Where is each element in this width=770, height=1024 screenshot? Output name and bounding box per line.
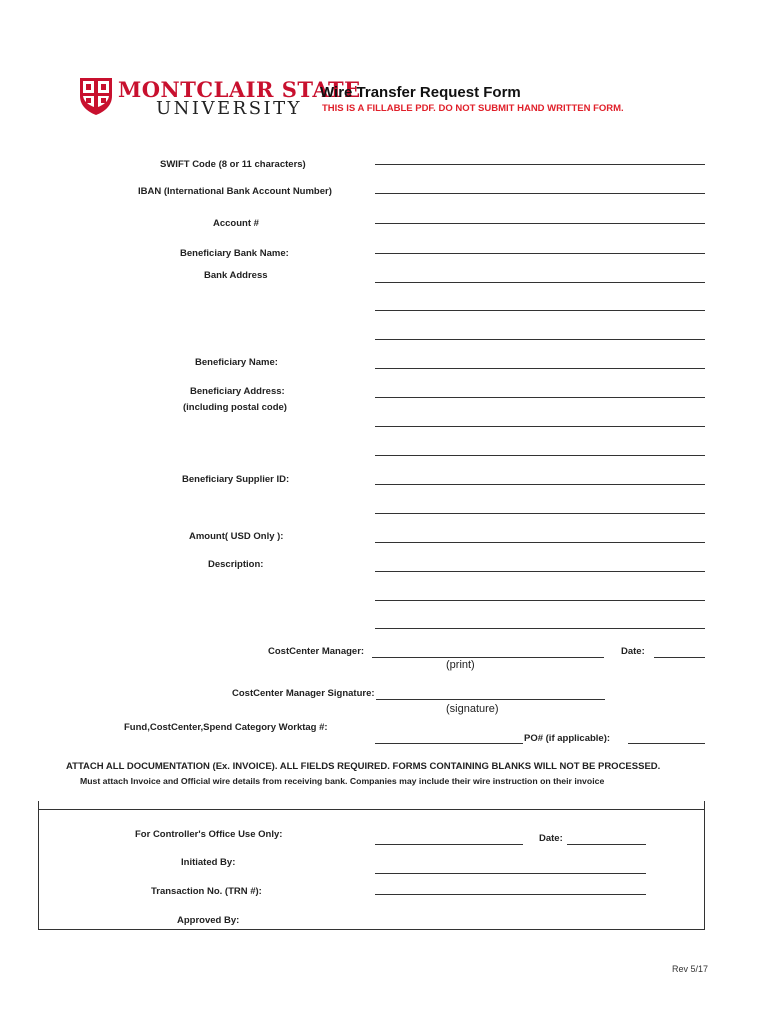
controller-office-label: For Controller's Office Use Only: xyxy=(135,829,283,840)
swift-label: SWIFT Code (8 or 11 characters) xyxy=(160,159,306,170)
supplier-id-label: Beneficiary Supplier ID: xyxy=(182,474,290,485)
controller-box-bottom-border xyxy=(38,929,704,930)
beneficiary-address-field-2[interactable] xyxy=(375,426,705,427)
transaction-no-field[interactable] xyxy=(375,894,646,895)
costcenter-signature-label: CostCenter Manager Signature: xyxy=(232,688,375,699)
revision-label: Rev 5/17 xyxy=(672,964,709,974)
bank-address-label: Bank Address xyxy=(204,270,268,281)
beneficiary-address-label: Beneficiary Address: xyxy=(190,386,285,397)
bank-address-field-3[interactable] xyxy=(375,339,705,340)
controller-box-left-border xyxy=(38,801,39,930)
approved-by-label: Approved By: xyxy=(177,915,240,926)
bank-address-field-1[interactable] xyxy=(375,282,705,283)
signature-hint: (signature) xyxy=(446,703,499,715)
logo-wordmark-bottom: UNIVERSITY xyxy=(156,98,303,119)
attach-notice: ATTACH ALL DOCUMENTATION (Ex. INVOICE). ALL FIELDS REQUIRED. FORMS CONTAINING BLANKS WILL NOT BE PROCESSED. xyxy=(66,761,661,772)
description-field-3[interactable] xyxy=(375,628,705,629)
shield-logo-icon xyxy=(78,76,114,116)
beneficiary-address-sublabel: (including postal code) xyxy=(183,402,287,413)
beneficiary-name-field[interactable] xyxy=(375,368,705,369)
description-field-1[interactable] xyxy=(375,571,705,572)
supplier-id-field-2[interactable] xyxy=(375,513,705,514)
beneficiary-name-label: Beneficiary Name: xyxy=(195,357,278,368)
bank-address-field-2[interactable] xyxy=(375,310,705,311)
amount-label: Amount( USD Only ): xyxy=(189,531,284,542)
beneficiary-address-field-1[interactable] xyxy=(375,397,705,398)
controller-date-field[interactable] xyxy=(567,844,646,845)
description-field-2[interactable] xyxy=(375,600,705,601)
bank-name-label: Beneficiary Bank Name: xyxy=(180,248,289,259)
initiated-by-label: Initiated By: xyxy=(181,857,236,868)
beneficiary-address-field-3[interactable] xyxy=(375,455,705,456)
worktag-label: Fund,CostCenter,Spend Category Worktag #: xyxy=(124,722,328,733)
po-field[interactable] xyxy=(628,743,705,744)
transaction-no-label: Transaction No. (TRN #): xyxy=(151,886,262,897)
po-label: PO# (if applicable): xyxy=(524,733,611,744)
bank-name-field[interactable] xyxy=(375,253,705,254)
controller-date-label: Date: xyxy=(539,833,563,844)
fillable-warning: THIS IS A FILLABLE PDF. DO NOT SUBMIT HAND WRITTEN FORM. xyxy=(322,103,624,114)
invoice-notice: Must attach Invoice and Official wire details from receiving bank. Companies may include their wire instruction on their invoice xyxy=(80,776,605,786)
description-label: Description: xyxy=(208,559,264,570)
initiated-by-field[interactable] xyxy=(375,873,646,874)
iban-label: IBAN (International Bank Account Number) xyxy=(138,186,332,197)
print-hint: (print) xyxy=(446,659,475,671)
costcenter-signature-field[interactable] xyxy=(376,699,605,700)
form-title: Wire Transfer Request Form xyxy=(320,84,521,101)
controller-box-top-border xyxy=(38,809,704,810)
controller-box-right-border xyxy=(704,801,705,930)
costcenter-manager-field[interactable] xyxy=(372,657,604,658)
supplier-id-field-1[interactable] xyxy=(375,484,705,485)
account-field[interactable] xyxy=(375,223,705,224)
date-label: Date: xyxy=(621,646,645,657)
swift-field[interactable] xyxy=(375,164,705,165)
date-field[interactable] xyxy=(654,657,705,658)
iban-field[interactable] xyxy=(375,193,705,194)
controller-office-field[interactable] xyxy=(375,844,523,845)
costcenter-manager-label: CostCenter Manager: xyxy=(268,646,365,657)
account-label: Account # xyxy=(213,218,259,229)
logo-wordmark-top: MONTCLAIR STATE xyxy=(118,77,361,102)
amount-field[interactable] xyxy=(375,542,705,543)
worktag-field[interactable] xyxy=(375,743,523,744)
